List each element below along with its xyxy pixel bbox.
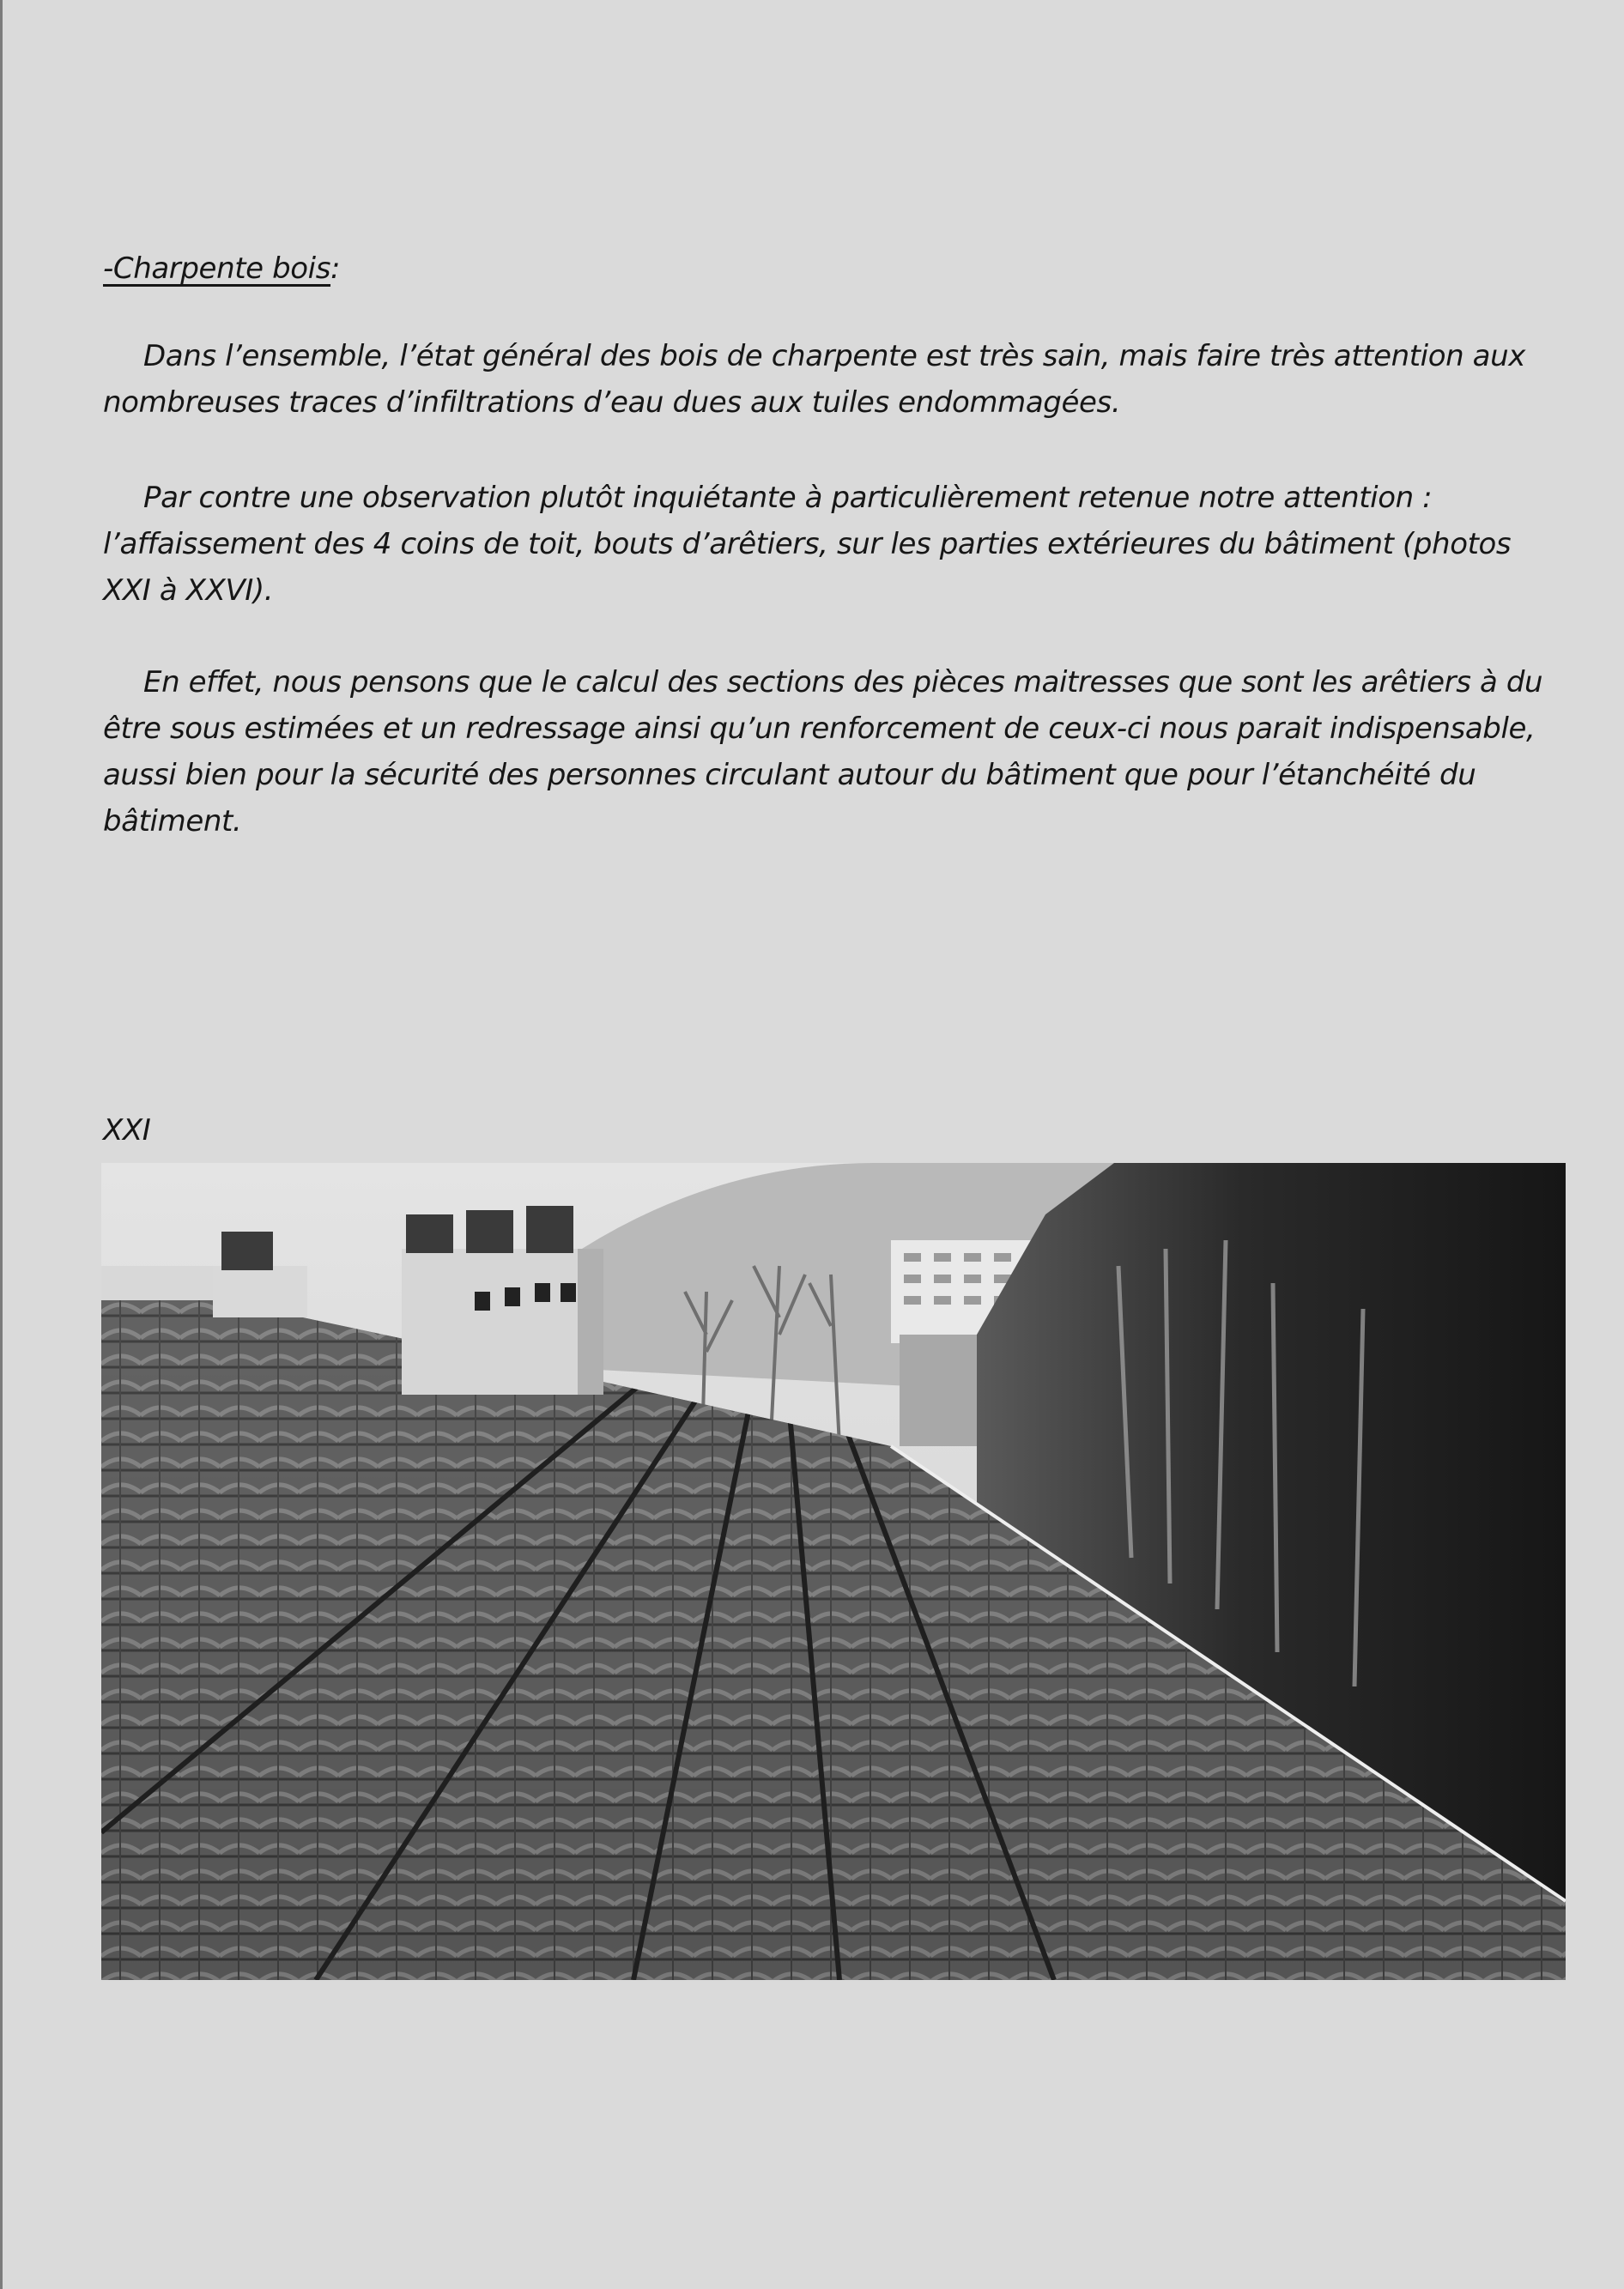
paragraph-general-condition: Dans l’ensemble, l’état général des bois de charpente est très sain, mais faire très attention aux nombreuses traces d’infiltrations d’eau dues aux tuiles endommagées. — [103, 339, 1525, 420]
paragraph-recommendation: En effet, nous pensons que le calcul des sections des pièces maitresses que sont les arêtiers à du être sous estimées et un redressage ainsi qu’un renforcement de ceux-ci nous parait indispensable, aussi bien pour la sécurité des personnes circulant autour du bâtiment que pour l’étanchéité du bâtiment. — [103, 665, 1543, 839]
section-heading-text: -Charpente bois — [103, 251, 331, 286]
page-edge — [0, 0, 3, 2289]
photo-label: XXI — [103, 1113, 151, 1148]
section-heading — [103, 245, 1545, 292]
roof-photo — [101, 1163, 1566, 1980]
section-heading-colon: : — [330, 251, 341, 286]
paragraph-observation: Par contre une observation plutôt inquiétante à particulièrement retenue notre attention : l’affaissement des 4 coins de toit, bouts d’arêtiers, sur les parties extérieures du bâtiment (photos XXI à XXVI). — [103, 481, 1512, 608]
